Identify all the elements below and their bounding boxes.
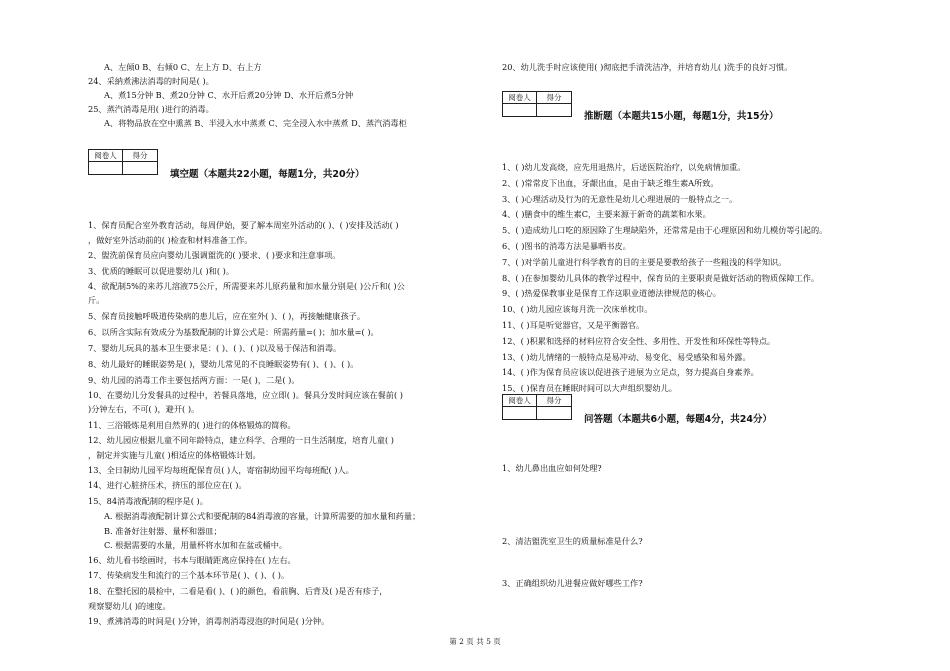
fill-blank-line: 15、84消毒液配制的程序是( )。: [88, 496, 208, 506]
score-label: 得分: [537, 395, 571, 407]
fill-blank-line: ，做好室外活动前的( )检查和材料准备工作。: [88, 235, 253, 245]
question-line: A、将物品放在空中熏蒸 B、半浸入水中蒸煮 C、完全浸入水中蒸煮 D、蒸汽消毒柜: [104, 118, 407, 128]
judge-line: 8、( )在参加婴幼儿具体的教学过程中，保育员的主要职责是做好活动的物质保障工作。: [502, 273, 820, 283]
question-line: 24、采納煮沸法消毒的时间是( )。: [88, 76, 214, 86]
fill-blank-line: 观察婴幼儿( )的速度。: [88, 601, 171, 611]
fill-blank-line: 19、煮沸消毒的时间是( )分钟，消毒剂消毒浸泡的时间是( )分钟。: [88, 616, 330, 626]
question-line: A、煮15分钟 B、煮20分钟 C、水开后煮20分钟 D、水开后煮5分钟: [104, 90, 354, 100]
fill-blank-line: 13、全日制幼儿园平均每班配保育员( )人，寄宿制幼园平均每班配( )人。: [88, 465, 354, 475]
grader-cell[interactable]: [89, 162, 123, 174]
judge-line: 10、( )幼儿园应该每月洗一次床单枕巾。: [502, 304, 653, 314]
judge-line: 1、( )幼儿发高烧，应先用退热片，后送医院治疗，以免病情加重。: [502, 162, 746, 172]
fill-blank-line: A. 根据消毒液配制计算公式和要配制的84消毒液的容量，计算所需要的加水量和药量；: [104, 511, 421, 521]
judge-line: 9、( )热爱保教事业是保育工作这职业道德法律规范的核心。: [502, 288, 721, 298]
score-box: [502, 394, 572, 420]
judge-line: 5、( )造成幼儿口吃的原因除了生理缺陷外，还常常是由于心理原因和幼儿模仿等引起的。: [502, 225, 828, 235]
grader-label: 阅卷人: [89, 150, 123, 162]
score-cell[interactable]: [537, 407, 571, 419]
fill-blank-line: C. 根据需要的水量，用量杯将水加和在盆或桶中。: [104, 540, 288, 550]
fill-blank-line: 20、幼儿洗手时应该使用( )彻底把手清洗洁净，并培育幼儿( )洗手的良好习惯。: [502, 62, 793, 72]
page-footer: 第 2 页 共 5 页: [449, 637, 501, 646]
score-label: 得分: [123, 150, 157, 162]
fill-blank-line: 斤。: [88, 295, 105, 305]
judge-line: 6、( )图书的消毒方法是暴晒书皮。: [502, 241, 631, 251]
score-label: 得分: [537, 92, 571, 104]
fill-blank-line: 2、盥洗前保育员应向婴幼儿强调盥洗的( )要求、( )要求和注意事项。: [88, 250, 341, 260]
judge-line: 7、( )对学前儿童进行科学教育的目的主要是要教给孩子一些粗浅的科学知识。: [502, 257, 787, 267]
essay-question: 3、正确组织幼儿进餐应做好哪些工作?: [502, 578, 643, 588]
section-title: 填空题（本题共22小题，每题1分，共20分）: [170, 169, 365, 180]
fill-blank-line: 10、在婴幼儿分发餐具的过程中，若餐具落地，应立即( )。餐具分发时间应该在餐前( ): [88, 390, 403, 400]
judge-line: 13、( )幼儿情绪的一般特点是易冲动、易变化、易受感染和易外露。: [502, 352, 751, 362]
fill-blank-line: )分钟左右，不可( )，避开( )。: [88, 404, 200, 414]
judge-line: 12、( )积累和选择的材料应符合安全性、多用性、开发性和环保性等特点。: [502, 336, 776, 346]
essay-question: 2、清洁盥洗室卫生的质量标准是什么?: [502, 536, 643, 546]
fill-blank-line: 18、在整托园的晨检中，二看是看( )、( )的颜色，看前胸、后背及( )是否有疹子，: [88, 586, 388, 596]
fill-blank-line: 3、优质的睡眠可以促进婴幼儿( )和( )。: [88, 266, 235, 276]
section-title: 推断题（本题共15小题，每题1分，共15分）: [584, 111, 779, 122]
fill-blank-line: 6、以所含实际有效成分为基数配制的计算公式是：所需药量=( )；加水量=( )。: [88, 327, 379, 337]
grader-cell[interactable]: [503, 407, 537, 419]
fill-blank-line: 4、欲配制5%的来苏儿溶液75公斤，所需要来苏儿原药量和加水量分别是( )公斤和( )公: [88, 281, 405, 291]
fill-blank-line: 12、幼儿园应根据儿童不同年龄特点，建立科学、合理的一日生活制度，培育儿童( ): [88, 435, 394, 445]
fill-blank-line: 17、传染病发生和流行的三个基本环节是( )、( )、( )。: [88, 570, 290, 580]
fill-blank-line: 7、婴幼儿玩具的基本卫生要求是：( )、( )、( )以及易于保洁和消毒。: [88, 343, 342, 353]
fill-blank-line: 1、保育员配合室外教育活动，每周伊始，要了解本周室外活动的( )、( )安排及活动( ): [88, 220, 399, 230]
judge-line: 2、( )常常皮下出血，牙龈出血，是由于缺乏维生素A所致。: [502, 178, 719, 188]
fill-blank-line: 16、幼儿看书绘画时，书本与眼睛距离应保持在( )左右。: [88, 555, 296, 565]
fill-blank-line: B. 准备好注射器、量杯和器皿；: [104, 526, 222, 536]
grader-label: 阅卷人: [503, 92, 537, 104]
fill-blank-line: 5、保育员接触呼吸道传染病的患儿后，应在室外( )、( )，再接触健康孩子。: [88, 311, 366, 321]
section-title: 问答题（本题共6小题，每题4分，共24分）: [584, 414, 772, 425]
question-line: 25、蒸汽消毒是用( )进行的消毒。: [88, 104, 214, 114]
score-cell[interactable]: [537, 104, 571, 116]
judge-line: 11、( )耳是听觉器官，又是平衡器官。: [502, 320, 645, 330]
score-cell[interactable]: [123, 162, 157, 174]
fill-blank-line: 14、进行心脏挤压术，挤压的部位应在( )。: [88, 480, 247, 490]
fill-blank-line: 9、幼儿园的消毒工作主要包括两方面：一是( )，二是( )。: [88, 375, 300, 385]
essay-question: 1、幼儿鼻出血应如何处理?: [502, 463, 602, 473]
grader-cell[interactable]: [503, 104, 537, 116]
judge-line: 4、( )膳食中的维生素C，主要来源于新奇的蔬菜和水果。: [502, 209, 711, 219]
question-line: A、左倾0 B、右倾0 C、左上方 D、右上方: [104, 62, 262, 72]
judge-line: 15、( )保育员在睡眠时间可以大声组织婴幼儿。: [502, 383, 677, 393]
fill-blank-line: ，制定并实施与儿童( )相适应的体格锻炼计划。: [88, 450, 261, 460]
score-box: [502, 91, 572, 117]
grader-label: 阅卷人: [503, 395, 537, 407]
judge-line: 3、( )心理活动及行为的无意性是幼儿心理进展的一般特点之一。: [502, 194, 738, 204]
judge-line: 14、( )作为保育员应该以促进孩子进展为立足点，努力提高自身素养。: [502, 367, 759, 377]
score-box: [88, 149, 158, 175]
fill-blank-line: 8、幼儿最好的睡眠姿势是( )，婴幼儿常见的不良睡眠姿势有( )、( )、( )。: [88, 359, 359, 369]
fill-blank-line: 11、三浴锻炼是利用自然界的( )进行的体格锻炼的简称。: [88, 420, 296, 430]
